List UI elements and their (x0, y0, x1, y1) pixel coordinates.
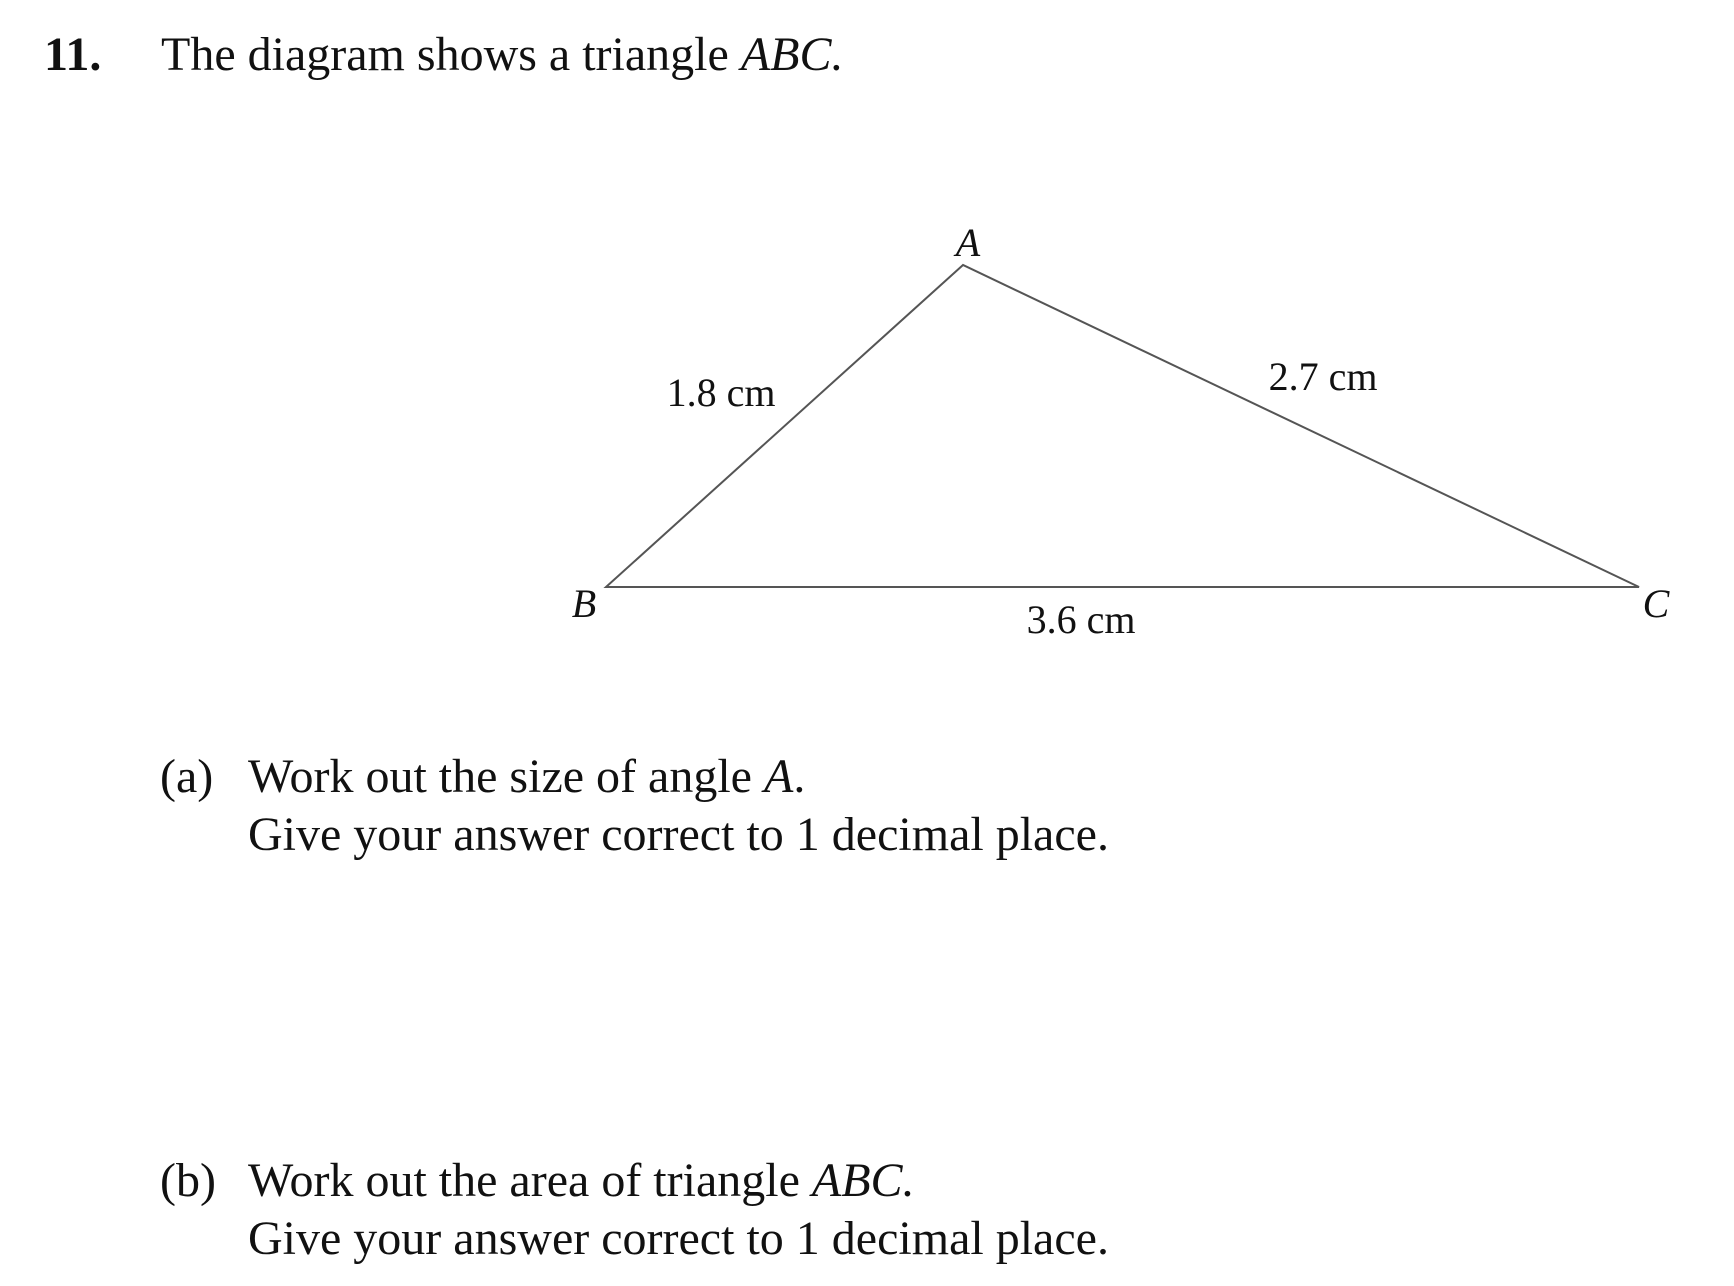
part-a-angle-var: A (763, 750, 794, 803)
part-a-line2: Give your answer correct to 1 decimal place. (248, 808, 1109, 861)
triangle-abc (606, 265, 1639, 587)
part-b-triangle-var: ABC. (811, 1154, 915, 1207)
part-a-text: Work out the size of angle (248, 750, 764, 803)
part-b-line2: Give your answer correct to 1 decimal place. (248, 1212, 1109, 1265)
question-stem-text: The diagram shows a triangle (161, 28, 741, 81)
vertex-label-b: B (571, 581, 597, 626)
side-label-ac: 2.7 cm (1268, 354, 1378, 399)
side-label-ab: 1.8 cm (666, 370, 776, 415)
part-b-text: Work out the area of triangle (248, 1154, 812, 1207)
part-b-label: (b) (160, 1154, 216, 1207)
vertex-label-a: A (955, 220, 981, 265)
part-a-line1 (248, 748, 1109, 806)
triangle-name: ABC. (740, 28, 844, 81)
part-a-suffix: . (793, 750, 806, 803)
question-number: 11. (44, 28, 102, 81)
part-a-label: (a) (160, 750, 214, 803)
part-b-line1 (248, 1152, 1109, 1210)
side-label-bc: 3.6 cm (1026, 597, 1136, 642)
vertex-label-c: C (1642, 581, 1670, 626)
